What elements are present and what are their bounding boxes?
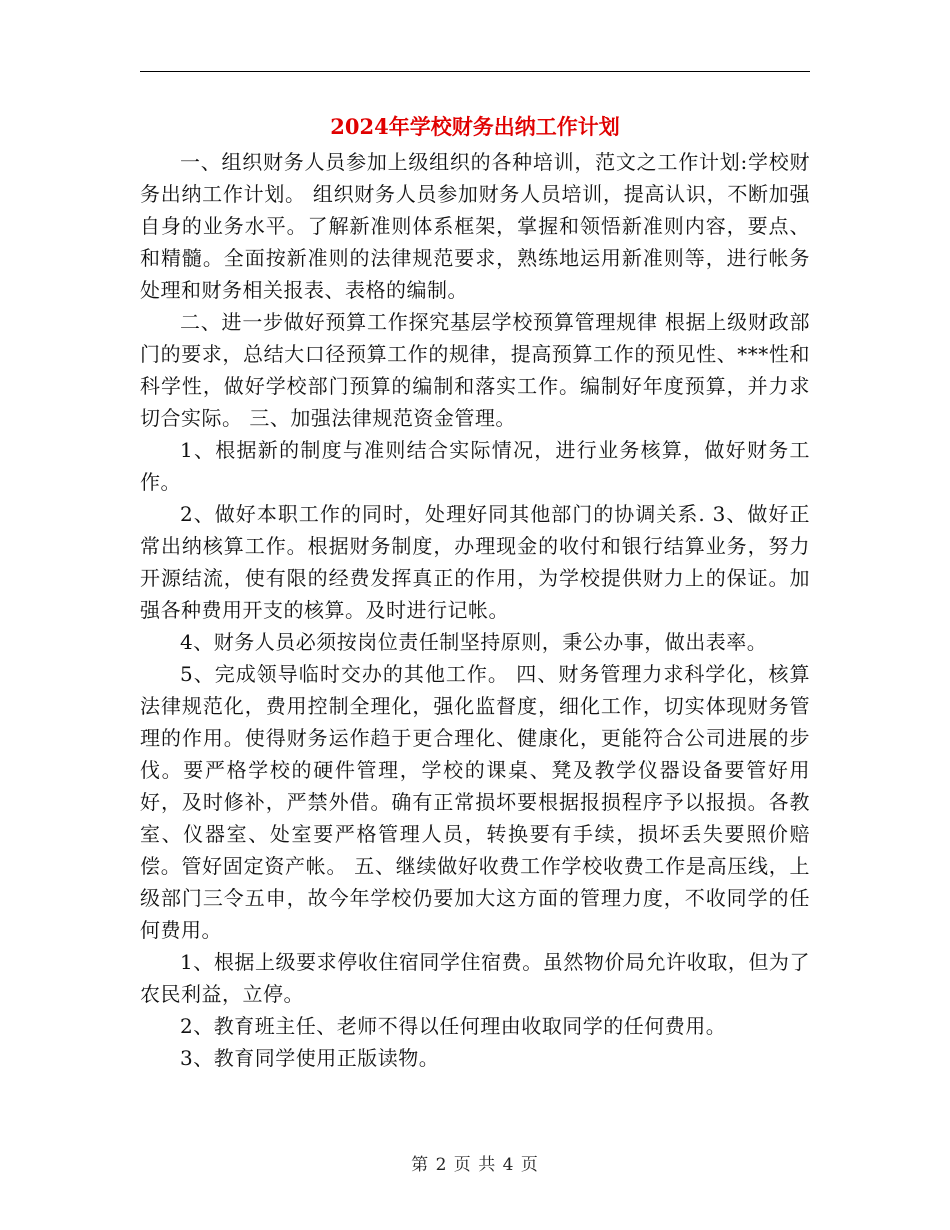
paragraph-3: 1、根据新的制度与准则结合实际情况，进行业务核算，做好财务工作。 [140,438,810,494]
paragraph-6: 5、完成领导临时交办的其他工作。 四、财务管理力求科学化，核算法律规范化，费用控制全理化，强化监督度，细化工作，切实体现财务管理的作用。使得财务运作趋于更合理化、健康化，更能符合公司进展的步伐。要严格学校的硬件管理，学校的课桌、凳及教学仪器设备要管好用好，及时修补，严禁外借。确有正常损坏要根据报损程序予以报损。各教室、仪器室、处室要严格管理人员，转换要有手续，损坏丢失要照价赔偿。管好固定资产帐。 五、继续做好收费工作学校收费工作是高压线，上级部门三令五申，故今年学校仍要加大这方面的管理力度，不收同学的任何费用。 [140,662,810,942]
paragraph-9: 3、教育同学使用正版读物。 [180,1046,440,1070]
document-body [140,146,810,1074]
page-footer: 第 2 页 共 4 页 [411,1155,539,1175]
document-title: 2024年学校财务出纳工作计划 [330,114,620,139]
header-rule [140,71,810,72]
paragraph-8: 2、教育班主任、老师不得以任何理由收取同学的任何费用。 [180,1014,727,1038]
paragraph-2: 二、进一步做好预算工作探究基层学校预算管理规律 根据上级财政部门的要求，总结大口径预算工作的规律，提高预算工作的预见性、***性和科学性，做好学校部门预算的编制和落实工作。编制好年度预算，并力求切合实际。 三、加强法律规范资金管理。 [140,310,810,430]
paragraph-1: 一、组织财务人员参加上级组织的各种培训，范文之工作计划:学校财务出纳工作计划。 组织财务人员参加财务人员培训，提高认识，不断加强自身的业务水平。了解新准则体系框架，掌握和领悟新准则内容，要点、和精髓。全面按新准则的法律规范要求，熟练地运用新准则等，进行帐务处理和财务相关报表、表格的编制。 [140,150,810,302]
paragraph-5: 4、财务人员必须按岗位责任制坚持原则，秉公办事，做出表率。 [180,630,768,654]
paragraph-4: 2、做好本职工作的同时，处理好同其他部门的协调关系. 3、做好正常出纳核算工作。根据财务制度，办理现金的收付和银行结算业务，努力开源结流，使有限的经费发挥真正的作用，为学校提供财力上的保证。加强各种费用开支的核算。及时进行记帐。 [140,502,810,622]
paragraph-7: 1、根据上级要求停收住宿同学住宿费。虽然物价局允许收取，但为了农民利益，立停。 [140,950,810,1006]
